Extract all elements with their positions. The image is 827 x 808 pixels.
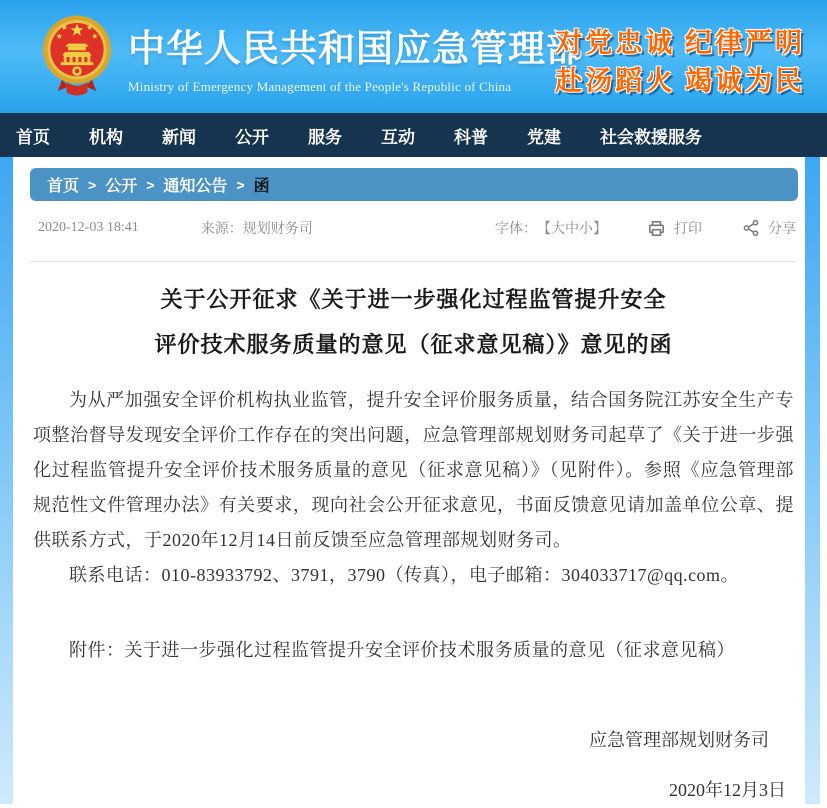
source-label: 来源： bbox=[200, 222, 243, 237]
nav-item-news[interactable]: 新闻 bbox=[162, 127, 196, 147]
font-size-label: 字体： bbox=[495, 222, 537, 237]
breadcrumb-current-letters[interactable]: 函 bbox=[253, 178, 270, 195]
article-title-line-1: 关于公开征求《关于进一步强化过程监管提升安全 bbox=[160, 287, 667, 312]
nav-item-home[interactable]: 首页 bbox=[16, 127, 50, 147]
print-label: 打印 bbox=[674, 222, 702, 237]
nav-item-organization[interactable]: 机构 bbox=[89, 127, 123, 147]
header-slogan bbox=[555, 24, 805, 100]
font-size-control[interactable] bbox=[495, 218, 607, 238]
slogan-line-1: 对党忠诚 纪律严明 bbox=[555, 28, 805, 58]
source bbox=[201, 218, 313, 238]
publish-datetime: 2020-12-03 18:41 bbox=[38, 220, 139, 235]
signature-department: 应急管理部规划财务司 bbox=[589, 730, 769, 750]
source-value: 规划财务司 bbox=[242, 222, 313, 237]
print-button[interactable] bbox=[647, 218, 702, 238]
nav-item-disclosure[interactable]: 公开 bbox=[235, 127, 269, 147]
nav-item-services[interactable]: 服务 bbox=[308, 127, 342, 147]
share-button[interactable] bbox=[742, 218, 796, 238]
content-area bbox=[0, 157, 827, 804]
header-title-block bbox=[128, 18, 584, 95]
breadcrumb-disclosure[interactable]: 公开 bbox=[105, 178, 138, 195]
header-logo[interactable] bbox=[40, 14, 584, 100]
font-size-options[interactable]: 【大中小】 bbox=[537, 222, 607, 237]
article-paragraph-1: 为从严加强安全评价机构执业监管，提升安全评价服务质量，结合国务院江苏安全生产专项整治督导发现安全评价工作存在的突出问题，应急管理部规划财务司起草了《关于进一步强化过程监管提升安全评价技术服务质量的意见（征求意见稿）》（见附件）。参照《应急管理部规范性文件管理办法》有关要求，现向社会公开征求意见，书面反馈意见请加盖单位公章、提供联系方式，于2020年12月14日前反馈至应急管理部规划财务司。 bbox=[33, 390, 794, 550]
right-edge-stripe bbox=[805, 157, 820, 804]
breadcrumb-separator: > bbox=[236, 176, 245, 193]
nav-item-science[interactable]: 科普 bbox=[454, 127, 488, 147]
masthead bbox=[0, 0, 827, 113]
share-icon bbox=[742, 219, 760, 237]
article-meta-bar bbox=[38, 215, 796, 241]
nav-item-social-rescue[interactable]: 社会救援服务 bbox=[600, 127, 702, 147]
nav-item-interaction[interactable]: 互动 bbox=[381, 127, 415, 147]
printer-icon bbox=[647, 219, 666, 238]
breadcrumb-home[interactable]: 首页 bbox=[47, 178, 80, 195]
meta-tools bbox=[495, 218, 796, 238]
article-contact-line: 联系电话：010-83933792、3791，3790（传真），电子邮箱：304033717@qq.com。 bbox=[69, 565, 740, 585]
article-title-line-2: 评价技术服务质量的意见（征求意见稿）》意见的函 bbox=[154, 332, 673, 357]
site-subtitle-en: Ministry of Emergency Management of the People's Republic of China bbox=[128, 79, 512, 94]
share-label: 分享 bbox=[768, 222, 796, 237]
slogan-line-2: 赴汤蹈火 竭诚为民 bbox=[555, 66, 805, 96]
signature-date: 2020年12月3日 bbox=[669, 780, 786, 800]
article-title bbox=[33, 277, 794, 367]
breadcrumb bbox=[30, 168, 798, 201]
attachment-link[interactable]: 附件：关于进一步强化过程监管提升安全评价技术服务质量的意见（征求意见稿） bbox=[69, 640, 735, 660]
nav-item-party-building[interactable]: 党建 bbox=[527, 127, 561, 147]
site-title: 中华人民共和国应急管理部 bbox=[128, 28, 584, 69]
left-edge-stripe bbox=[0, 157, 13, 804]
article bbox=[33, 261, 794, 808]
breadcrumb-notices[interactable]: 通知公告 bbox=[163, 178, 228, 195]
main-nav bbox=[0, 113, 827, 157]
national-emblem-icon bbox=[40, 14, 114, 100]
breadcrumb-separator: > bbox=[146, 176, 155, 193]
breadcrumb-separator: > bbox=[88, 176, 97, 193]
